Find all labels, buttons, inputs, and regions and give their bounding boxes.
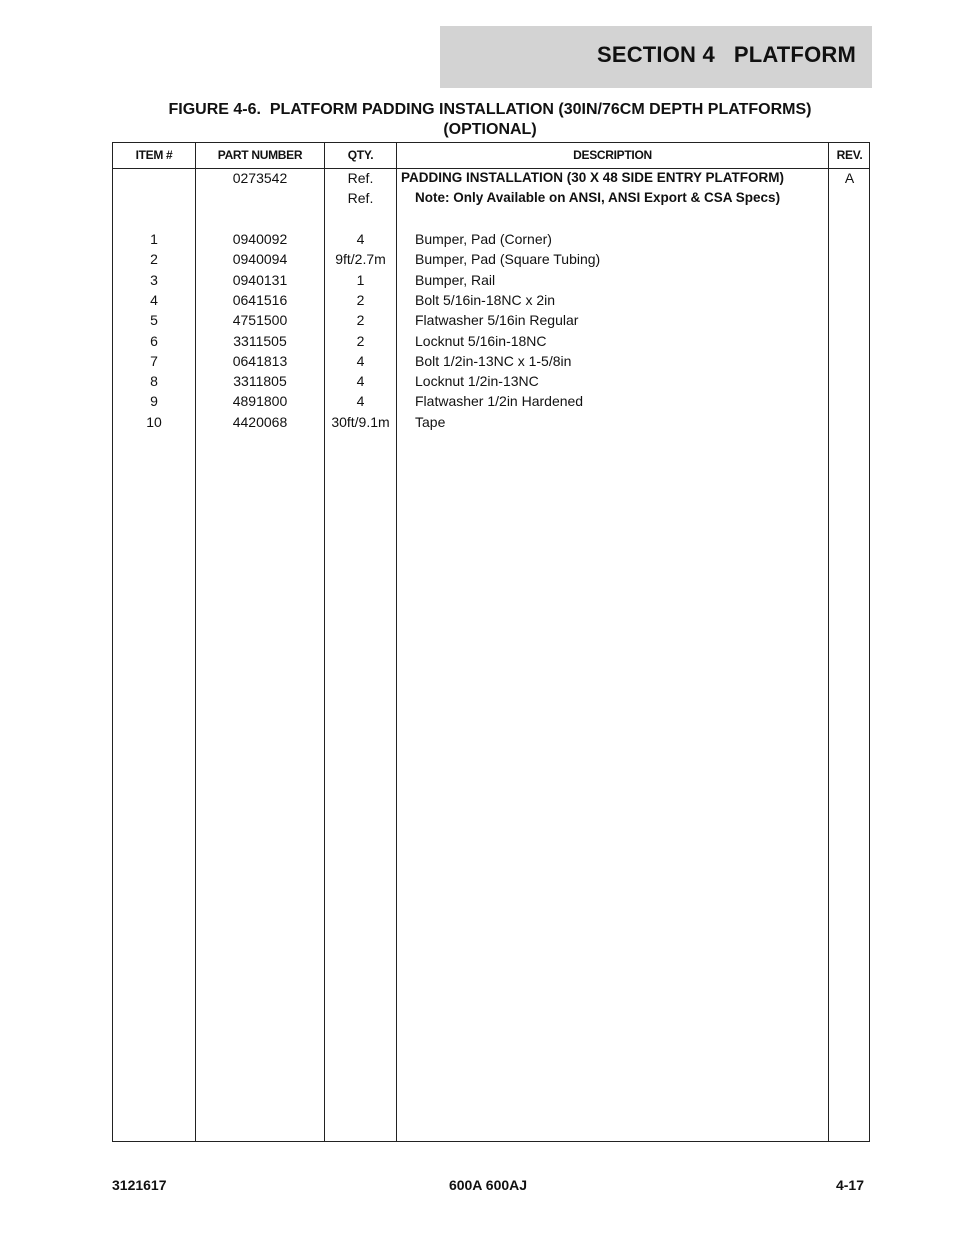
part-number: 0940131	[232, 271, 288, 288]
description: Bumper, Pad (Corner)	[415, 231, 552, 247]
quantity: 2	[356, 312, 365, 329]
item-number: 6	[150, 332, 158, 349]
table-row	[113, 270, 869, 290]
item-number: 4	[150, 291, 158, 308]
page-number: 4-17	[835, 1177, 864, 1193]
part-number: 0940092	[232, 231, 288, 247]
table-row	[113, 351, 869, 371]
item-number: 2	[150, 251, 158, 268]
assembly-qty: Ref.	[347, 170, 374, 186]
quantity: 4	[356, 393, 365, 410]
section-title: SECTION 4 PLATFORM	[596, 42, 856, 67]
description: Tape	[415, 413, 446, 430]
table-header-row	[113, 143, 869, 169]
part-number: 3311805	[233, 373, 287, 390]
note-qty: Ref.	[347, 190, 374, 206]
table-row	[113, 229, 869, 249]
part-number: 4420068	[232, 413, 288, 430]
item-number: 5	[150, 312, 158, 329]
item-number: 10	[146, 413, 162, 430]
doc-number: 3121617	[112, 1177, 167, 1193]
part-number: 0940094	[232, 251, 288, 268]
description: Locknut 1/2in-13NC	[415, 373, 539, 390]
description: Bolt 5/16in-18NC x 2in	[415, 291, 556, 308]
item-number: 1	[150, 231, 158, 247]
assembly-rev: A	[844, 170, 855, 186]
figure-title-line-2: (OPTIONAL)	[443, 121, 537, 138]
description: Bumper, Rail	[415, 271, 496, 288]
header-description: DESCRIPTION	[573, 148, 652, 162]
note-description: Note: Only Available on ANSI, ANSI Export & CSA Specs)	[415, 190, 781, 205]
description: Flatwasher 5/16in Regular	[415, 312, 579, 329]
quantity: 2	[356, 291, 365, 308]
table-row	[113, 310, 869, 330]
table-row	[113, 391, 869, 411]
figure-title	[100, 100, 880, 140]
item-number: 7	[150, 352, 158, 369]
header-item: ITEM #	[135, 148, 173, 162]
description: Bumper, Pad (Square Tubing)	[415, 251, 601, 268]
figure-title-line-1: FIGURE 4-6. PLATFORM PADDING INSTALLATION (30IN/76CM DEPTH PLATFORMS)	[168, 101, 812, 118]
quantity: 2	[356, 332, 365, 349]
parts-table	[112, 142, 870, 1142]
header-qty: QTY.	[347, 148, 374, 162]
quantity: 4	[356, 231, 365, 247]
table-row	[113, 371, 869, 391]
item-number: 9	[150, 393, 158, 410]
part-number: 0641813	[232, 352, 288, 369]
header-part-number: PART NUMBER	[217, 148, 303, 162]
quantity: 9ft/2.7m	[335, 251, 386, 268]
header-rev: REV.	[836, 148, 863, 162]
table-row	[113, 290, 869, 310]
table-row	[113, 412, 869, 432]
table-row	[113, 249, 869, 269]
table-row	[113, 331, 869, 351]
part-number: 0641516	[232, 291, 288, 308]
quantity: 4	[356, 373, 365, 390]
part-number: 4891800	[232, 393, 288, 410]
description: Bolt 1/2in-13NC x 1-5/8in	[415, 352, 572, 369]
assembly-row	[113, 168, 869, 188]
quantity: 1	[356, 271, 365, 288]
item-number: 3	[150, 271, 158, 288]
model-numbers: 600A 600AJ	[448, 1177, 528, 1193]
part-number: 3311505	[233, 332, 287, 349]
part-number: 4751500	[232, 312, 288, 329]
assembly-description: PADDING INSTALLATION (30 X 48 SIDE ENTRY PLATFORM)	[401, 170, 785, 185]
section-banner	[440, 26, 872, 88]
quantity: 4	[356, 352, 365, 369]
description: Locknut 5/16in-18NC	[415, 332, 547, 349]
note-row	[113, 188, 869, 208]
quantity: 30ft/9.1m	[331, 413, 390, 430]
item-number: 8	[150, 373, 158, 390]
assembly-part-number: 0273542	[232, 170, 288, 186]
description: Flatwasher 1/2in Hardened	[415, 393, 584, 410]
